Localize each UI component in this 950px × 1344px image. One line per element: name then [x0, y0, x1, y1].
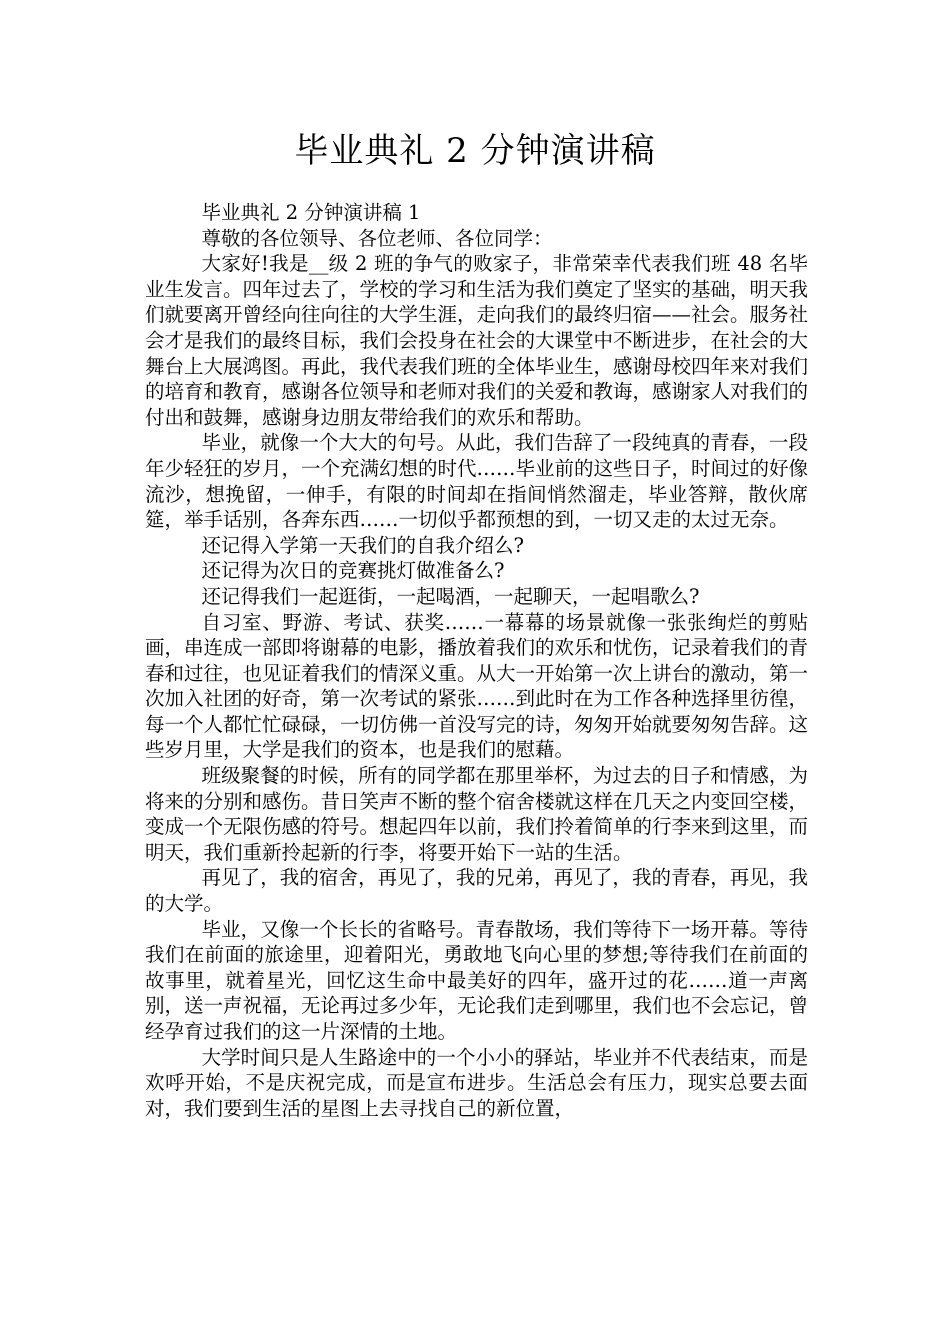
paragraph: 再见了，我的宿舍，再见了，我的兄弟，再见了，我的青春，再见，我的大学。 [145, 866, 808, 916]
paragraph-salutation: 尊敬的各位领导、各位老师、各位同学： [201, 226, 553, 250]
paragraph: 班级聚餐的时候，所有的同学都在那里举杯，为过去的日子和情感，为将来的分别和感伤。昔日笑声不断的整个宿舍楼就这样在几天之内变回空楼，变成一个无限伤感的符号。想起四年以前，我们拎着简单的行李来到这里，而明天，我们重新拎起新的行李，将要开始下一站的生活。 [145, 764, 809, 864]
paragraph: 毕业，又像一个长长的省略号。青春散场，我们等待下一场开幕。等待我们在前面的旅途里，迎着阳光，勇敢地飞向心里的梦想;等待我们在前面的故事里，就着星光，回忆这生命中最美好的四年，盛开过的花……道一声离别，送一声祝福，无论再过多少年，无论我们走到哪里，我们也不会忘记，曾经孕育过我们的这一片深情的土地。 [145, 917, 809, 1043]
paragraph: 毕业，就像一个大大的句号。从此，我们告辞了一段纯真的青春，一段年少轻狂的岁月，一个充满幻想的时代……毕业前的这些日子，时间过的好像流沙，想挽留，一伸手，有限的时间却在指间悄然溜走，毕业答辩，散伙席筵，举手话别，各奔东西……一切似乎都预想的到，一切又走的太过无奈。 [145, 431, 809, 532]
paragraph: 大家好!我是__级 2 班的争气的败家子，非常荣幸代表我们班 48 名毕业生发言。四年过去了，学校的学习和生活为我们奠定了坚实的基础，明天我们就要离开曾经向往向往的大学生涯，走向我们的最终归宿——社会。服务社会才是我们的最终目标，我们会投身在社会的大课堂中不断进步，在社会的大舞台上大展鸿图。再此，我代表我们班的全体毕业生，感谢母校四年来对我们的培育和教育，感谢各位领导和老师对我们的关爱和教诲，感谢家人对我们的付出和鼓舞，感谢身边朋友带给我们的欢乐和帮助。 [145, 252, 809, 429]
document-title: 毕业典礼 2 分钟演讲稿 [294, 131, 656, 171]
paragraph: 还记得为次日的竞赛挑灯做准备么? [201, 559, 505, 583]
paragraph: 还记得我们一起逛街，一起喝酒，一起聊天，一起唱歌么? [201, 584, 700, 608]
paragraph: 自习室、野游、考试、获奖……一幕幕的场景就像一张张绚烂的剪贴画，串连成一部即将谢幕的电影，播放着我们的欢乐和忧伤，记录着我们的青春和过往，也见证着我们的情深义重。从大一开始第一次上讲台的激动，第一次加入社团的好奇，第一次考试的紧张……到此时在为工作各种选择里彷徨，每一个人都忙忙碌碌，一切仿佛一首没写完的诗，匆匆开始就要匆匆告辞。这些岁月里，大学是我们的资本，也是我们的慰藉。 [145, 610, 809, 762]
document-body [145, 200, 808, 1121]
paragraph: 大学时间只是人生路途中的一个小小的驿站，毕业并不代表结束，而是欢呼开始，不是庆祝完成，而是宣布进步。生活总会有压力，现实总要去面对，我们要到生活的星图上去寻找自己的新位置， [145, 1045, 808, 1120]
paragraph: 还记得入学第一天我们的自我介绍么? [201, 533, 525, 557]
paragraph-subtitle: 毕业典礼 2 分钟演讲稿 1 [201, 201, 421, 224]
